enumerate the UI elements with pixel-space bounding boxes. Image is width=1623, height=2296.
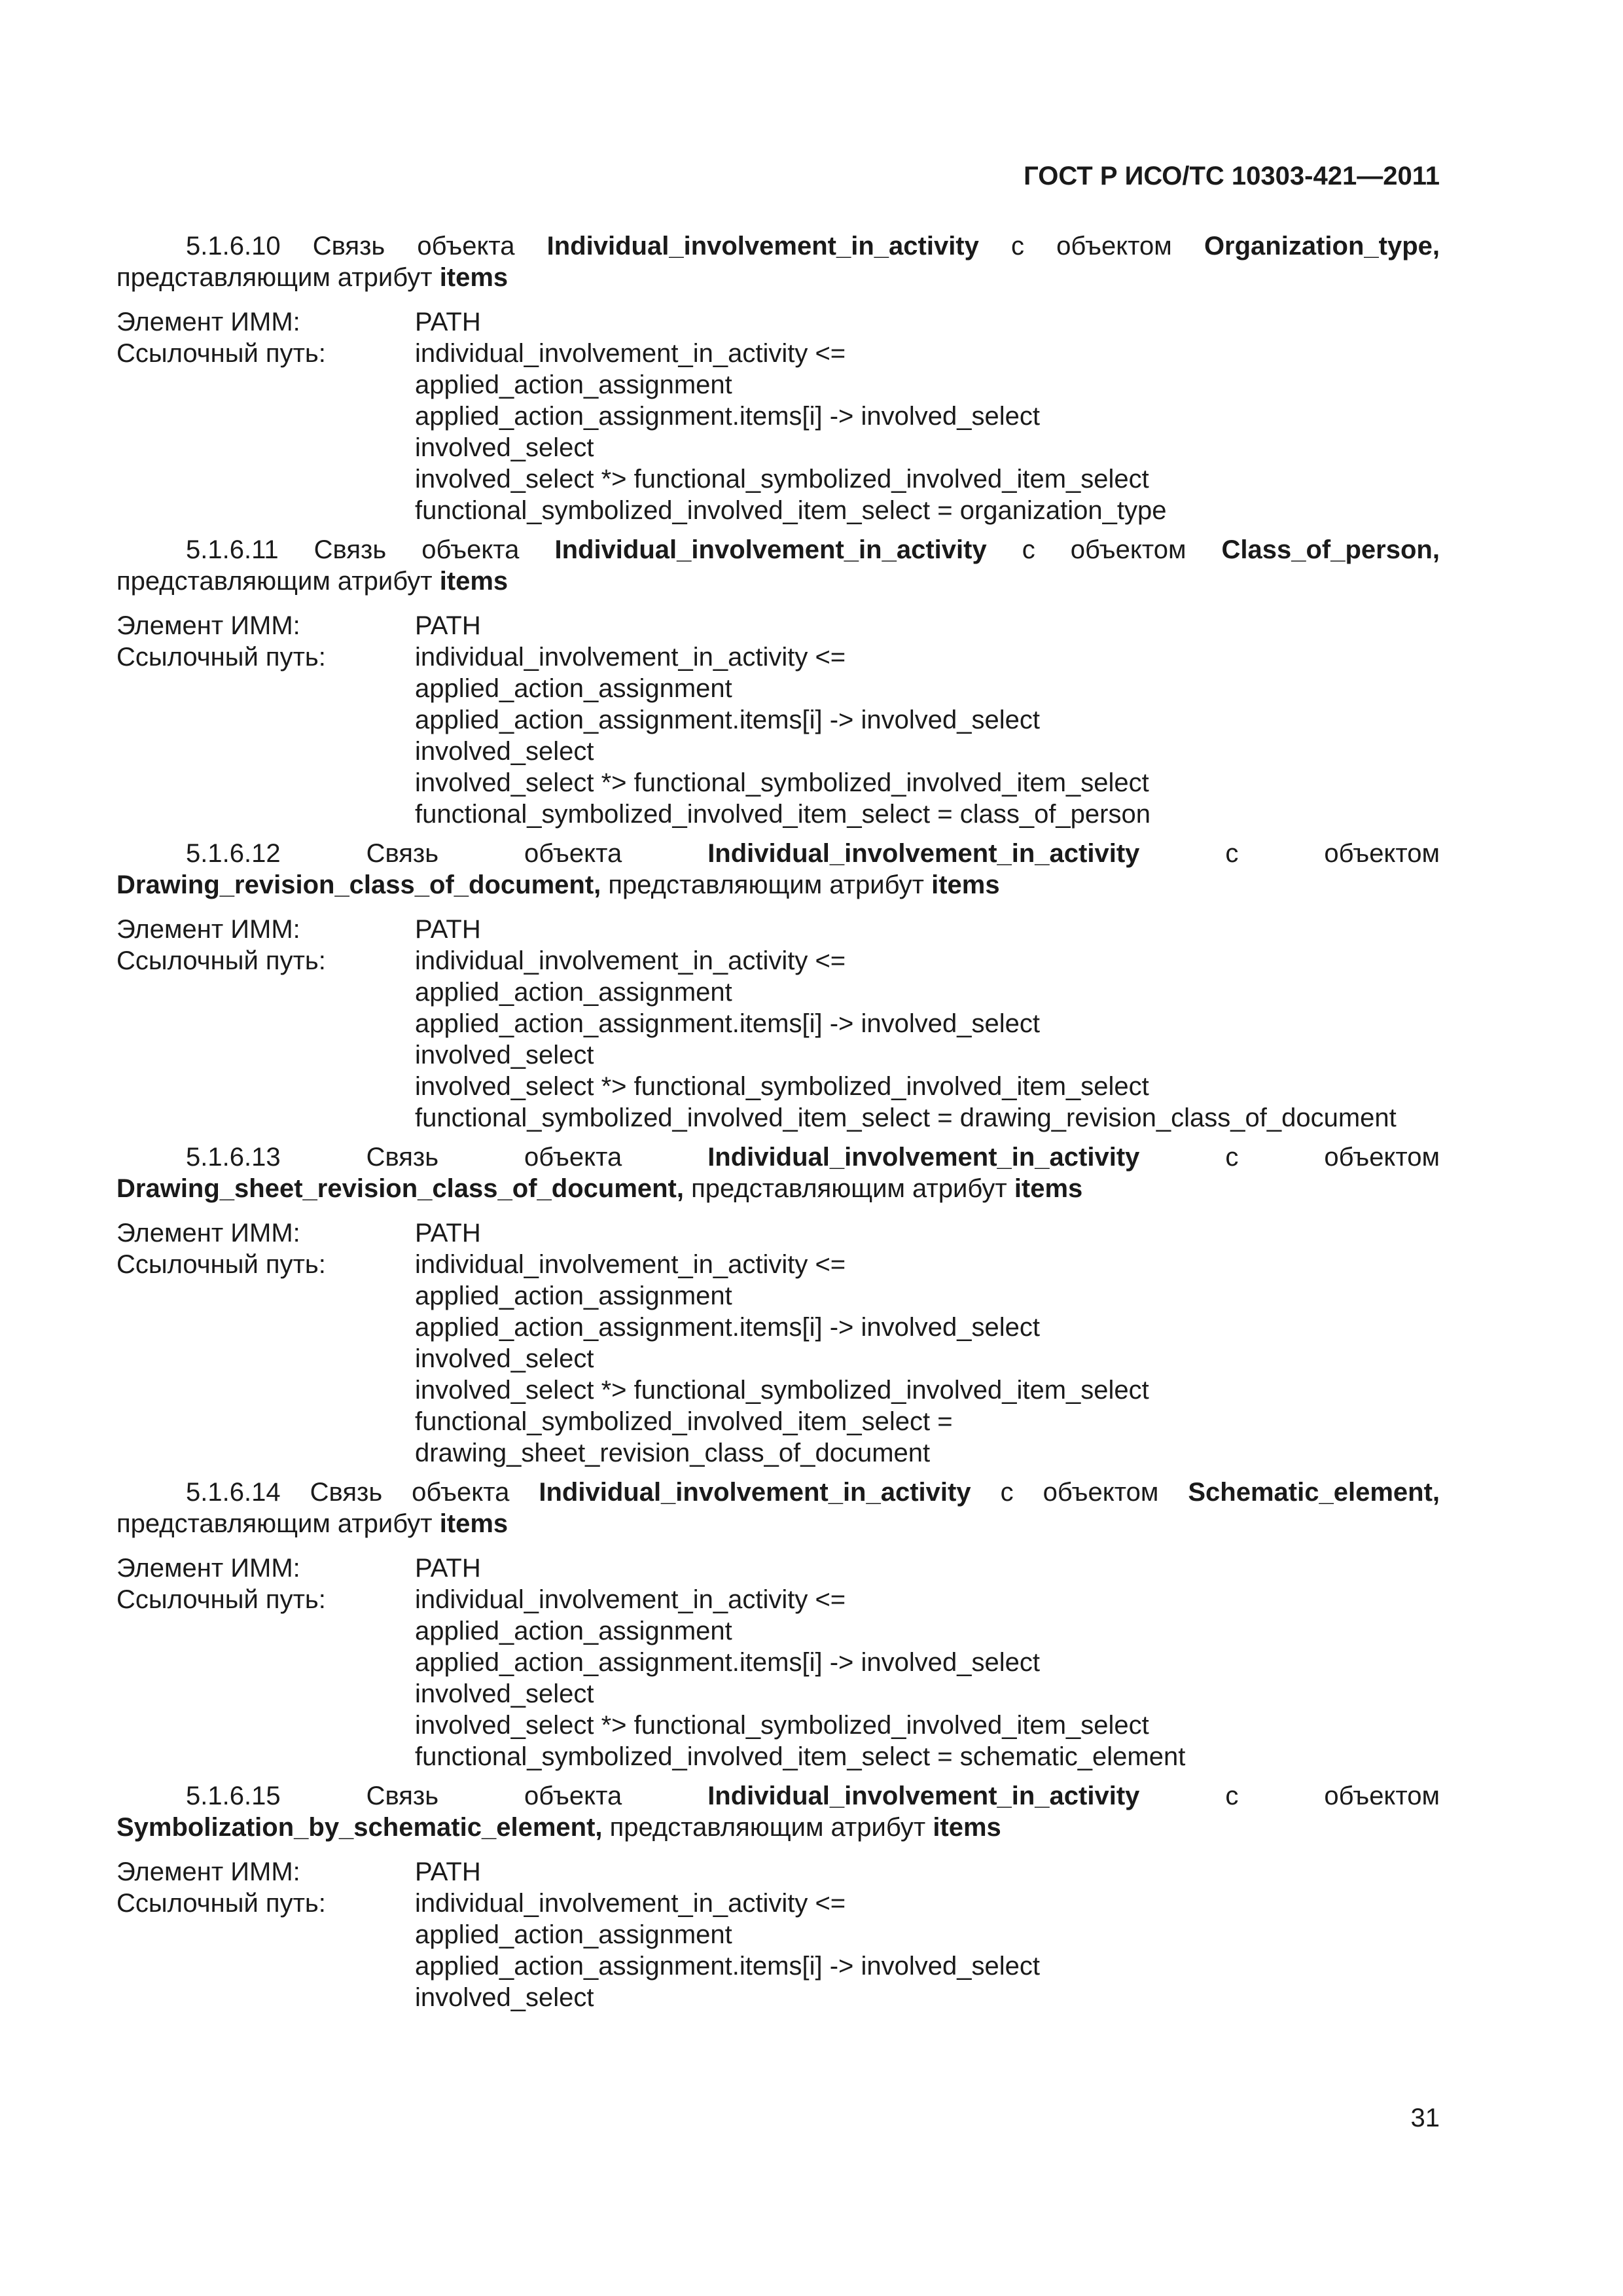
target-entity-name: Drawing_revision_class_of_document, xyxy=(116,870,601,899)
path-label: Ссылочный путь: xyxy=(116,1889,326,1918)
path-line: involved_select xyxy=(415,1041,594,1069)
element-row xyxy=(116,306,1440,338)
path-line: applied_action_assignment.items[i] -> involved_select xyxy=(415,1648,1040,1677)
reference-path xyxy=(116,945,1440,1134)
element-value: PATH xyxy=(415,308,481,336)
attribute-name: items xyxy=(1014,1174,1083,1203)
target-entity-name: Drawing_sheet_revision_class_of_document, xyxy=(116,1174,684,1203)
path-line: individual_involvement_in_activity <= xyxy=(415,643,846,672)
page-number: 31 xyxy=(1410,2104,1440,2132)
heading-suffix: представляющим атрибут xyxy=(116,263,433,292)
path-line: functional_symbolized_involved_item_select = schematic_element xyxy=(415,1742,1186,1771)
attribute-name: items xyxy=(439,1509,508,1538)
section-number: 5.1.6.12 xyxy=(186,839,281,868)
path-line: applied_action_assignment.items[i] -> involved_select xyxy=(415,402,1040,431)
entity-name: Individual_involvement_in_activity xyxy=(707,1782,1140,1810)
heading-connector: с объектом xyxy=(1022,535,1186,564)
section xyxy=(116,1477,1440,1772)
path-line: applied_action_assignment xyxy=(415,1617,732,1645)
element-row xyxy=(116,1217,1440,1249)
section-heading xyxy=(116,534,1440,597)
section-heading xyxy=(116,1477,1440,1539)
path-line: involved_select xyxy=(415,1679,594,1708)
section xyxy=(116,534,1440,830)
element-row xyxy=(116,610,1440,641)
path-line: involved_select xyxy=(415,1344,594,1373)
element-value: PATH xyxy=(415,1219,481,1247)
attribute-name: items xyxy=(933,1813,1001,1842)
reference-path xyxy=(116,338,1440,526)
element-value: PATH xyxy=(415,915,481,944)
path-label: Ссылочный путь: xyxy=(116,643,326,672)
path-line: individual_involvement_in_activity <= xyxy=(415,946,846,975)
path-row xyxy=(116,1888,1440,1919)
entity-name: Individual_involvement_in_activity xyxy=(707,839,1140,868)
path-row xyxy=(116,1249,1440,1280)
reference-path xyxy=(116,1249,1440,1469)
target-entity-name: Symbolization_by_schematic_element, xyxy=(116,1813,603,1842)
section xyxy=(116,1141,1440,1469)
section-number: 5.1.6.13 xyxy=(186,1143,281,1172)
attribute-name: items xyxy=(931,870,1000,899)
section-number: 5.1.6.10 xyxy=(186,232,281,260)
path-line: functional_symbolized_involved_item_select = organization_type xyxy=(415,496,1167,525)
element-label: Элемент ИММ: xyxy=(116,1554,300,1583)
heading-prefix: Связь объекта xyxy=(366,839,622,868)
section xyxy=(116,838,1440,1134)
element-row xyxy=(116,914,1440,945)
path-label: Ссылочный путь: xyxy=(116,339,326,368)
path-line: applied_action_assignment xyxy=(415,1282,732,1310)
document-body xyxy=(116,230,1440,2021)
reference-path xyxy=(116,1584,1440,1772)
section-number: 5.1.6.14 xyxy=(186,1478,281,1507)
heading-connector: с объектом xyxy=(1000,1478,1159,1507)
path-label: Ссылочный путь: xyxy=(116,1585,326,1614)
heading-prefix: Связь объекта xyxy=(366,1143,622,1172)
path-line: applied_action_assignment xyxy=(415,1920,732,1949)
reference-path xyxy=(116,641,1440,830)
entity-name: Individual_involvement_in_activity xyxy=(554,535,987,564)
heading-connector: с объектом xyxy=(1225,839,1440,868)
heading-prefix: Связь объекта xyxy=(313,535,520,564)
path-line: individual_involvement_in_activity <= xyxy=(415,1889,846,1918)
element-row xyxy=(116,1856,1440,1888)
path-line: applied_action_assignment.items[i] -> involved_select xyxy=(415,1009,1040,1038)
heading-suffix: представляющим атрибут xyxy=(116,567,433,596)
path-line: applied_action_assignment.items[i] -> involved_select xyxy=(415,1952,1040,1981)
element-label: Элемент ИММ: xyxy=(116,1857,300,1886)
element-label: Элемент ИММ: xyxy=(116,915,300,944)
target-entity-name: Schematic_element, xyxy=(1188,1478,1440,1507)
path-line: applied_action_assignment xyxy=(415,674,732,703)
heading-connector: с объектом xyxy=(1011,232,1172,260)
section-heading xyxy=(116,1141,1440,1204)
element-value: PATH xyxy=(415,611,481,640)
entity-name: Individual_involvement_in_activity xyxy=(539,1478,971,1507)
path-line: involved_select xyxy=(415,1983,594,2012)
element-label: Элемент ИММ: xyxy=(116,1219,300,1247)
element-label: Элемент ИММ: xyxy=(116,308,300,336)
entity-name: Individual_involvement_in_activity xyxy=(546,232,979,260)
heading-suffix: представляющим атрибут xyxy=(691,1174,1007,1203)
path-line: applied_action_assignment.items[i] -> involved_select xyxy=(415,1313,1040,1342)
heading-suffix: представляющим атрибут xyxy=(116,1509,433,1538)
entity-name: Individual_involvement_in_activity xyxy=(707,1143,1140,1172)
heading-prefix: Связь объекта xyxy=(310,1478,510,1507)
section xyxy=(116,1780,1440,2013)
section-number: 5.1.6.15 xyxy=(186,1782,281,1810)
path-label: Ссылочный путь: xyxy=(116,946,326,975)
section xyxy=(116,230,1440,526)
attribute-name: items xyxy=(439,263,508,292)
element-value: PATH xyxy=(415,1857,481,1886)
path-line: involved_select xyxy=(415,433,594,462)
path-line: applied_action_assignment xyxy=(415,978,732,1007)
path-line: applied_action_assignment.items[i] -> involved_select xyxy=(415,706,1040,734)
path-line: involved_select *> functional_symbolized_involved_item_select xyxy=(415,768,1149,797)
section-heading xyxy=(116,838,1440,901)
heading-suffix: представляющим атрибут xyxy=(609,1813,926,1842)
attribute-name: items xyxy=(439,567,508,596)
path-line: involved_select *> functional_symbolized_involved_item_select xyxy=(415,465,1149,493)
section-heading xyxy=(116,230,1440,293)
heading-prefix: Связь объекта xyxy=(312,232,515,260)
path-row xyxy=(116,641,1440,673)
target-entity-name: Organization_type, xyxy=(1204,232,1440,260)
path-line: functional_symbolized_involved_item_select = drawing_revision_class_of_document xyxy=(415,1103,1397,1132)
path-line: individual_involvement_in_activity <= xyxy=(415,339,846,368)
path-row xyxy=(116,1584,1440,1615)
path-label: Ссылочный путь: xyxy=(116,1250,326,1279)
heading-connector: с объектом xyxy=(1225,1143,1440,1172)
path-line: individual_involvement_in_activity <= xyxy=(415,1585,846,1614)
path-line: involved_select *> functional_symbolized_involved_item_select xyxy=(415,1072,1149,1101)
target-entity-name: Class_of_person, xyxy=(1221,535,1440,564)
reference-path xyxy=(116,1888,1440,2013)
section-heading xyxy=(116,1780,1440,1843)
heading-suffix: представляющим атрибут xyxy=(608,870,924,899)
document-header: ГОСТ Р ИСО/ТС 10303-421—2011 xyxy=(1024,162,1440,190)
path-line: involved_select *> functional_symbolized_involved_item_select xyxy=(415,1711,1149,1740)
section-number: 5.1.6.11 xyxy=(186,535,279,564)
path-line: functional_symbolized_involved_item_select = xyxy=(415,1407,953,1436)
path-line: involved_select xyxy=(415,737,594,766)
path-row xyxy=(116,338,1440,369)
path-line: individual_involvement_in_activity <= xyxy=(415,1250,846,1279)
path-line: functional_symbolized_involved_item_select = class_of_person xyxy=(415,800,1150,829)
path-line: drawing_sheet_revision_class_of_document xyxy=(415,1439,931,1467)
element-label: Элемент ИММ: xyxy=(116,611,300,640)
heading-connector: с объектом xyxy=(1225,1782,1440,1810)
element-value: PATH xyxy=(415,1554,481,1583)
path-row xyxy=(116,945,1440,977)
path-line: involved_select *> functional_symbolized_involved_item_select xyxy=(415,1376,1149,1405)
element-row xyxy=(116,1552,1440,1584)
path-line: applied_action_assignment xyxy=(415,370,732,399)
heading-prefix: Связь объекта xyxy=(366,1782,622,1810)
